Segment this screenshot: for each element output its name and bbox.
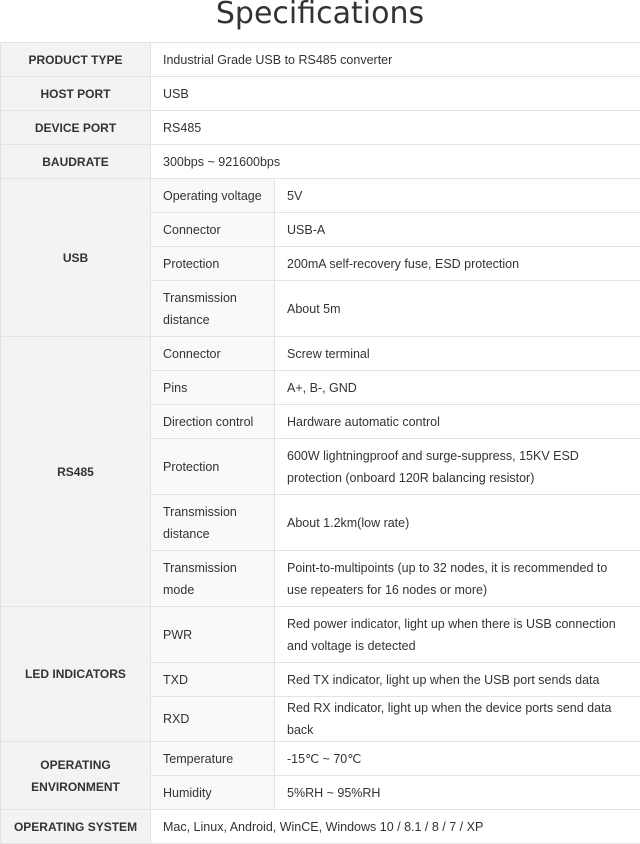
row-label-device-port: DEVICE PORT	[1, 111, 151, 145]
row-label-baudrate: BAUDRATE	[1, 145, 151, 179]
row-value-host-port: USB	[151, 77, 640, 111]
rs485-item-name: Pins	[151, 371, 275, 405]
table-row	[1, 111, 640, 145]
table-row	[1, 145, 640, 179]
table-row	[1, 337, 640, 371]
page-title: Specifications	[0, 0, 640, 42]
table-row	[1, 810, 640, 844]
usb-item-value: USB-A	[275, 213, 640, 247]
rs485-item-name: Connector	[151, 337, 275, 371]
row-value-operating-system: Mac, Linux, Android, WinCE, Windows 10 / 8.1 / 8 / 7 / XP	[151, 810, 640, 844]
led-item-name: RXD	[151, 697, 275, 742]
environment-item-value: -15℃ ~ 70℃	[275, 742, 640, 776]
rs485-item-name: Transmission mode	[151, 551, 275, 607]
table-row	[1, 742, 640, 776]
row-label-host-port: HOST PORT	[1, 77, 151, 111]
rs485-item-name: Protection	[151, 439, 275, 495]
row-label-operating-system: OPERATING SYSTEM	[1, 810, 151, 844]
group-label-usb: USB	[1, 179, 151, 337]
rs485-item-value: Point-to-multipoints (up to 32 nodes, it is recommended to use repeaters for 16 nodes or more)	[275, 551, 640, 607]
group-label-operating-environment: OPERATING ENVIRONMENT	[1, 742, 151, 810]
rs485-item-value: A+, B-, GND	[275, 371, 640, 405]
led-item-value: Red TX indicator, light up when the USB port sends data	[275, 663, 640, 697]
usb-item-name: Operating voltage	[151, 179, 275, 213]
usb-item-name: Connector	[151, 213, 275, 247]
led-item-name: PWR	[151, 607, 275, 663]
rs485-item-value: Screw terminal	[275, 337, 640, 371]
row-label-product-type: PRODUCT TYPE	[1, 43, 151, 77]
environment-item-name: Temperature	[151, 742, 275, 776]
led-item-value: Red power indicator, light up when there is USB connection and voltage is detected	[275, 607, 640, 663]
row-value-baudrate: 300bps ~ 921600bps	[151, 145, 640, 179]
rs485-item-value: Hardware automatic control	[275, 405, 640, 439]
table-row	[1, 607, 640, 663]
usb-item-name: Protection	[151, 247, 275, 281]
rs485-item-value: 600W lightningproof and surge-suppress, 15KV ESD protection (onboard 120R balancing resistor)	[275, 439, 640, 495]
led-item-name: TXD	[151, 663, 275, 697]
usb-item-value: 200mA self-recovery fuse, ESD protection	[275, 247, 640, 281]
row-value-device-port: RS485	[151, 111, 640, 145]
rs485-item-name: Transmission distance	[151, 495, 275, 551]
rs485-item-name: Direction control	[151, 405, 275, 439]
rs485-item-value: About 1.2km(low rate)	[275, 495, 640, 551]
environment-item-value: 5%RH ~ 95%RH	[275, 776, 640, 810]
table-row	[1, 43, 640, 77]
led-item-value: Red RX indicator, light up when the device ports send data back	[275, 697, 640, 742]
usb-item-name: Transmission distance	[151, 281, 275, 337]
usb-item-value: 5V	[275, 179, 640, 213]
specifications-table	[0, 42, 640, 844]
table-row	[1, 77, 640, 111]
table-row	[1, 179, 640, 213]
group-label-led-indicators: LED INDICATORS	[1, 607, 151, 742]
environment-item-name: Humidity	[151, 776, 275, 810]
usb-item-value: About 5m	[275, 281, 640, 337]
row-value-product-type: Industrial Grade USB to RS485 converter	[151, 43, 640, 77]
group-label-rs485: RS485	[1, 337, 151, 607]
